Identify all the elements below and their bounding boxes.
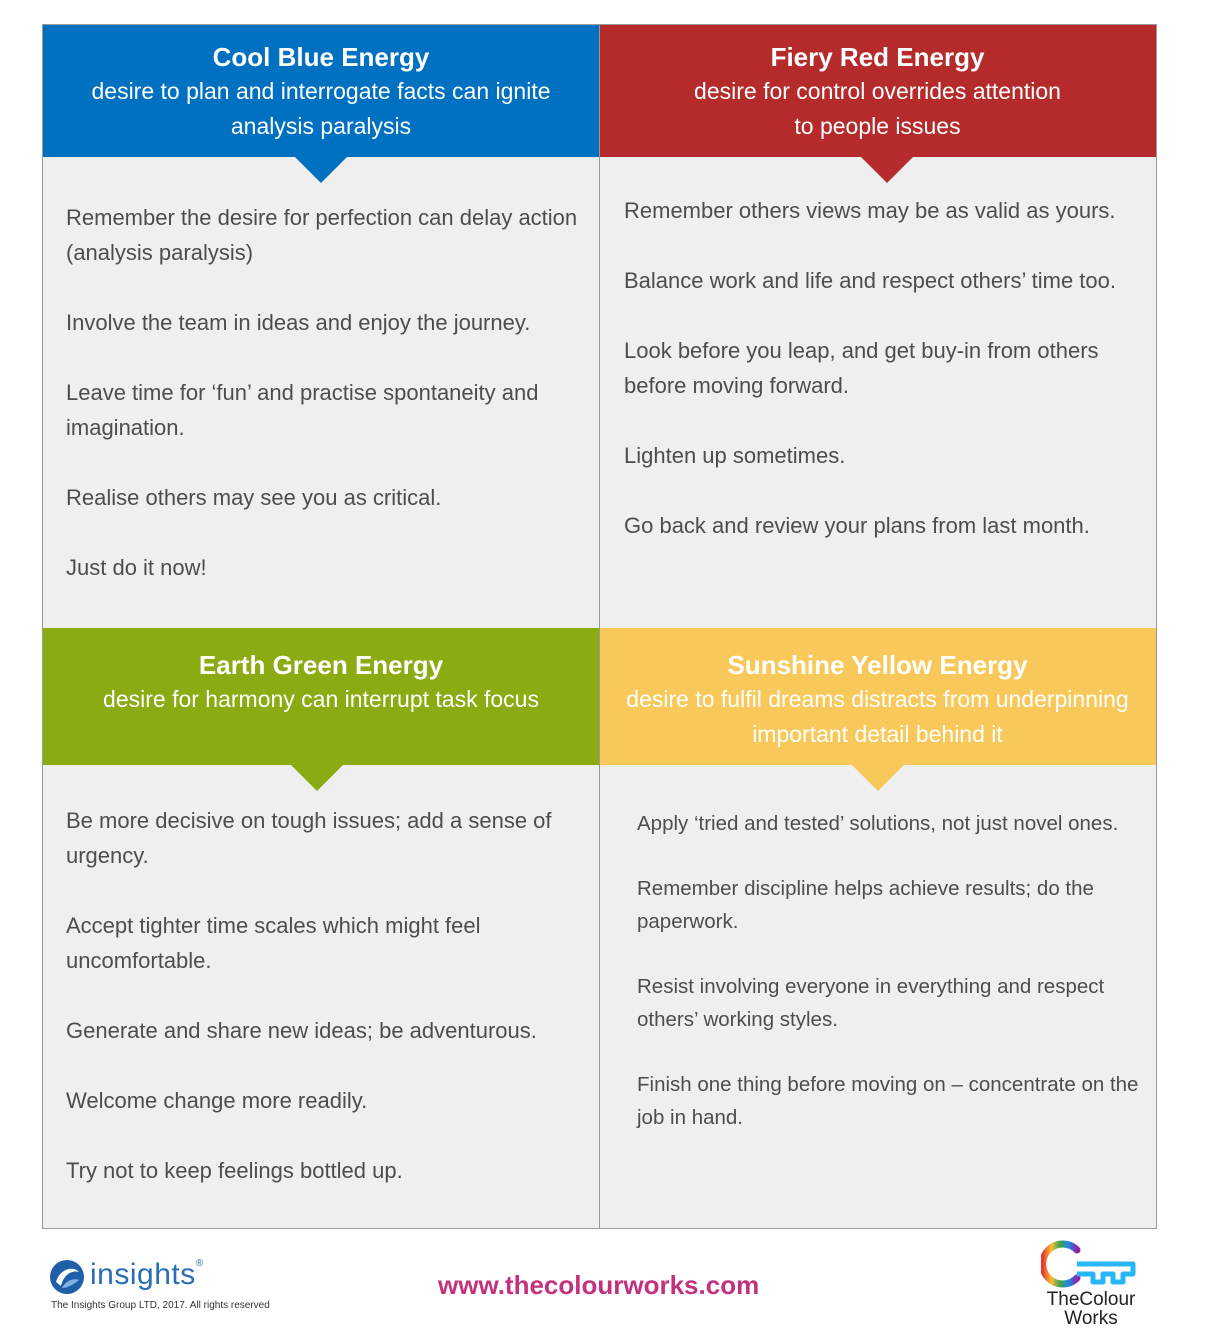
quadrant-earth-green (43, 628, 599, 1228)
colour-key-icon (1041, 1238, 1141, 1290)
tip-item: Remember the desire for perfection can delay action (analysis paralysis) (66, 205, 578, 265)
earth-green-subtitle-line1: desire for harmony can interrupt task focus (103, 686, 539, 712)
quadrant-sunshine-yellow (599, 628, 1156, 1228)
sunshine-yellow-tips (637, 807, 1152, 1166)
cool-blue-title: Cool Blue Energy (212, 42, 430, 72)
cool-blue-pointer (295, 157, 347, 183)
insights-registered-mark: ® (195, 1258, 204, 1269)
tip-item: Apply ‘tried and tested’ solutions, not just novel ones. (637, 812, 1119, 835)
sunshine-yellow-pointer (852, 765, 904, 791)
earth-green-title: Earth Green Energy (198, 650, 444, 680)
cool-blue-subtitle-line1: desire to plan and interrogate facts can ignite (91, 78, 551, 104)
colourworks-logo (1036, 1238, 1146, 1334)
copyright-text: The Insights Group LTD, 2017. All rights reserved (51, 1300, 270, 1311)
cool-blue-header (43, 25, 599, 157)
tip-item: Involve the team in ideas and enjoy the journey. (66, 310, 531, 335)
colourworks-line1: TheColour (1046, 1289, 1136, 1310)
tip-item: Remember others views may be as valid as yours. (624, 198, 1116, 223)
tip-item: Lighten up sometimes. (624, 443, 846, 468)
cool-blue-subtitle-line2: analysis paralysis (230, 113, 412, 139)
energy-grid (42, 24, 1157, 1229)
footer (0, 1230, 1206, 1338)
vertical-divider (599, 25, 600, 1228)
sunshine-yellow-subtitle-line2: important detail behind it (752, 721, 1003, 747)
earth-green-pointer (291, 765, 343, 791)
fiery-red-title: Fiery Red Energy (770, 42, 985, 72)
fiery-red-pointer (861, 157, 913, 183)
tip-item: Accept tighter time scales which might feel uncomfortable. (66, 913, 481, 973)
fiery-red-subtitle-line1: desire for control overrides attention (694, 78, 1061, 104)
tip-item: Welcome change more readily. (66, 1088, 368, 1113)
insights-brand-text: insights (90, 1258, 196, 1291)
sunshine-yellow-header (599, 628, 1156, 765)
insights-wordmark (90, 1258, 204, 1292)
insights-logo (48, 1258, 308, 1318)
quadrant-cool-blue (43, 25, 599, 628)
website-link[interactable]: www.thecolourworks.com (438, 1270, 760, 1300)
tip-item: Look before you leap, and get buy-in from others before moving forward. (624, 338, 1099, 398)
tip-item: Go back and review your plans from last month. (624, 513, 1090, 538)
fiery-red-header (599, 25, 1156, 157)
tip-item: Try not to keep feelings bottled up. (66, 1158, 403, 1183)
tip-item: Just do it now! (66, 555, 207, 580)
earth-green-header (43, 628, 599, 765)
tip-item: Generate and share new ideas; be adventurous. (66, 1018, 537, 1043)
earth-green-tips (66, 803, 591, 1223)
tip-item: Realise others may see you as critical. (66, 485, 442, 510)
cool-blue-tips (66, 200, 591, 620)
tip-item: Leave time for ‘fun’ and practise spontaneity and imagination. (66, 380, 539, 440)
tip-item: Remember discipline helps achieve results; do the paperwork. (637, 877, 1094, 933)
fiery-red-subtitle-line2: to people issues (794, 113, 961, 139)
fiery-red-tips (624, 193, 1149, 578)
tip-item: Balance work and life and respect others’ time too. (624, 268, 1117, 293)
tip-item: Resist involving everyone in everything and respect others’ working styles. (637, 975, 1105, 1031)
quadrant-fiery-red (599, 25, 1156, 628)
colourworks-line2: Works (1064, 1308, 1118, 1329)
sunshine-yellow-title: Sunshine Yellow Energy (727, 650, 1028, 680)
insights-swirl-icon (48, 1258, 86, 1296)
sunshine-yellow-subtitle-line1: desire to fulfil dreams distracts from underpinning (626, 686, 1129, 712)
tip-item: Finish one thing before moving on – concentrate on the job in hand. (637, 1073, 1139, 1129)
tip-item: Be more decisive on tough issues; add a sense of urgency. (66, 808, 552, 868)
